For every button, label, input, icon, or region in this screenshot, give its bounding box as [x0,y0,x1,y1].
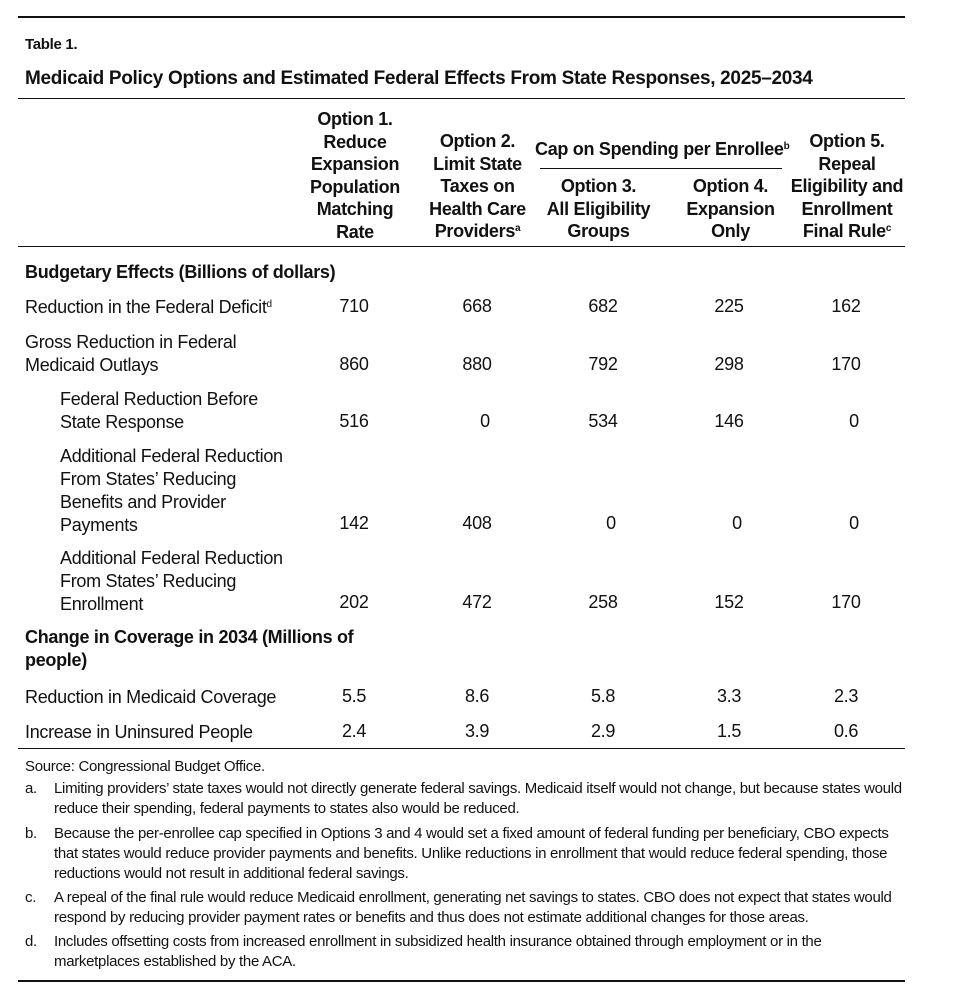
table-cell: 8.6 [464,686,490,706]
table-cell: 682 [588,296,618,316]
table-cell: 408 [462,513,492,533]
col-group-cap-header: Cap on Spending per Enrollee$^b$ [535,139,790,159]
table-cell: 0 [732,513,742,533]
table-cell: 162 [831,296,861,316]
table-cell: 792 [588,354,618,374]
table-cell: 0 [849,513,859,533]
col-header-option2: Option 2. Limit State Taxes on Health Care Providers$^a$ [429,131,526,241]
footnote-marker-c: c. [25,889,37,906]
table-bottom-rule [18,748,905,749]
col-header-option5: Option 5. Repeal Eligibility and Enrollment Final Rule$^c$ [790,131,904,241]
source-note: Source: Congressional Budget Office. [25,758,265,775]
cap-group-underline [540,168,782,169]
table-cell: 142 [339,513,369,533]
section-header-coverage: Change in Coverage in 2034 (Millions of people) [25,627,354,670]
table-cell: 170 [831,592,861,612]
table-cell: 880 [462,354,492,374]
row-label-uninsured: Increase in Uninsured People [25,722,253,742]
footnote-marker-a: a. [25,780,37,797]
bottom-rule [18,980,905,982]
table-cell: 3.9 [464,721,490,741]
table-cell: 516 [339,411,369,431]
top-rule [18,16,905,18]
footnote-a: Limiting providers’ state taxes would not directly generate federal savings. Medicaid itself would not change, but because states would reduce their spending, federal payments to states also would be reduced. [54,780,902,817]
table-cell: 2.9 [590,721,616,741]
col-header-option4: Option 4. Expansion Only [686,176,775,241]
table-cell: 5.8 [590,686,616,706]
table-cell: 5.5 [341,686,367,706]
footnote-c: A repeal of the final rule would reduce Medicaid enrollment, generating net savings to states. CBO does not expect that states would respond by reducing provider payment rates or benefits and thus does not estimate additional changes for those areas. [54,889,892,926]
header-rule [18,246,905,247]
col-header-option3: Option 3. All Eligibility Groups [546,176,651,241]
row-label-medicaid-coverage: Reduction in Medicaid Coverage [25,687,277,707]
table-label: Table 1. [25,36,78,53]
col-header-option1: Option 1. Reduce Expansion Population Matching Rate [310,109,400,242]
footnote-b: Because the per-enrollee cap specified in Options 3 and 4 would set a fixed amount of federal funding per beneficiary, CBO expects that states would reduce provider payments and benefits. Unlike reductions in enrollment that would reduce federal spending, those reductions would not result in additional federal savings. [54,825,889,882]
table-cell: 1.5 [716,721,742,741]
table-cell: 152 [714,592,744,612]
table-cell: 170 [831,354,861,374]
table-cell: 0 [480,411,490,431]
table-cell: 534 [588,411,618,431]
footnote-d: Includes offsetting costs from increased enrollment in subsidized health insurance obtained through employment or in the marketplaces established by the ACA. [54,933,822,970]
row-label-benefits-payments: Additional Federal Reduction From States’ Reducing Benefits and Provider Payments [60,446,283,535]
footnote-marker-b: b. [25,825,37,842]
title-rule [18,98,905,99]
table-cell: 472 [462,592,492,612]
table-cell: 0 [849,411,859,431]
table-title: Medicaid Policy Options and Estimated Federal Effects From State Responses, 2025–2034 [25,68,813,89]
table-cell: 0.6 [833,721,859,741]
row-label-gross-outlays: Gross Reduction in Federal Medicaid Outlays [25,332,237,375]
row-label-enrollment: Additional Federal Reduction From States’ Reducing Enrollment [60,548,283,614]
section-header-budget: Budgetary Effects (Billions of dollars) [25,262,336,282]
table-cell: 0 [606,513,616,533]
table-cell: 2.4 [341,721,367,741]
table-cell: 710 [339,296,369,316]
row-label-deficit: Reduction in the Federal Deficit$^d$ [25,297,272,317]
table-cell: 258 [588,592,618,612]
table-cell: 225 [714,296,744,316]
table-cell: 860 [339,354,369,374]
table-cell: 2.3 [833,686,859,706]
table-cell: 202 [339,592,369,612]
table-cell: 298 [714,354,744,374]
table-cell: 146 [714,411,744,431]
table-cell: 668 [462,296,492,316]
row-label-before-state-response: Federal Reduction Before State Response [60,389,258,432]
footnote-marker-d: d. [25,933,37,950]
table-cell: 3.3 [716,686,742,706]
